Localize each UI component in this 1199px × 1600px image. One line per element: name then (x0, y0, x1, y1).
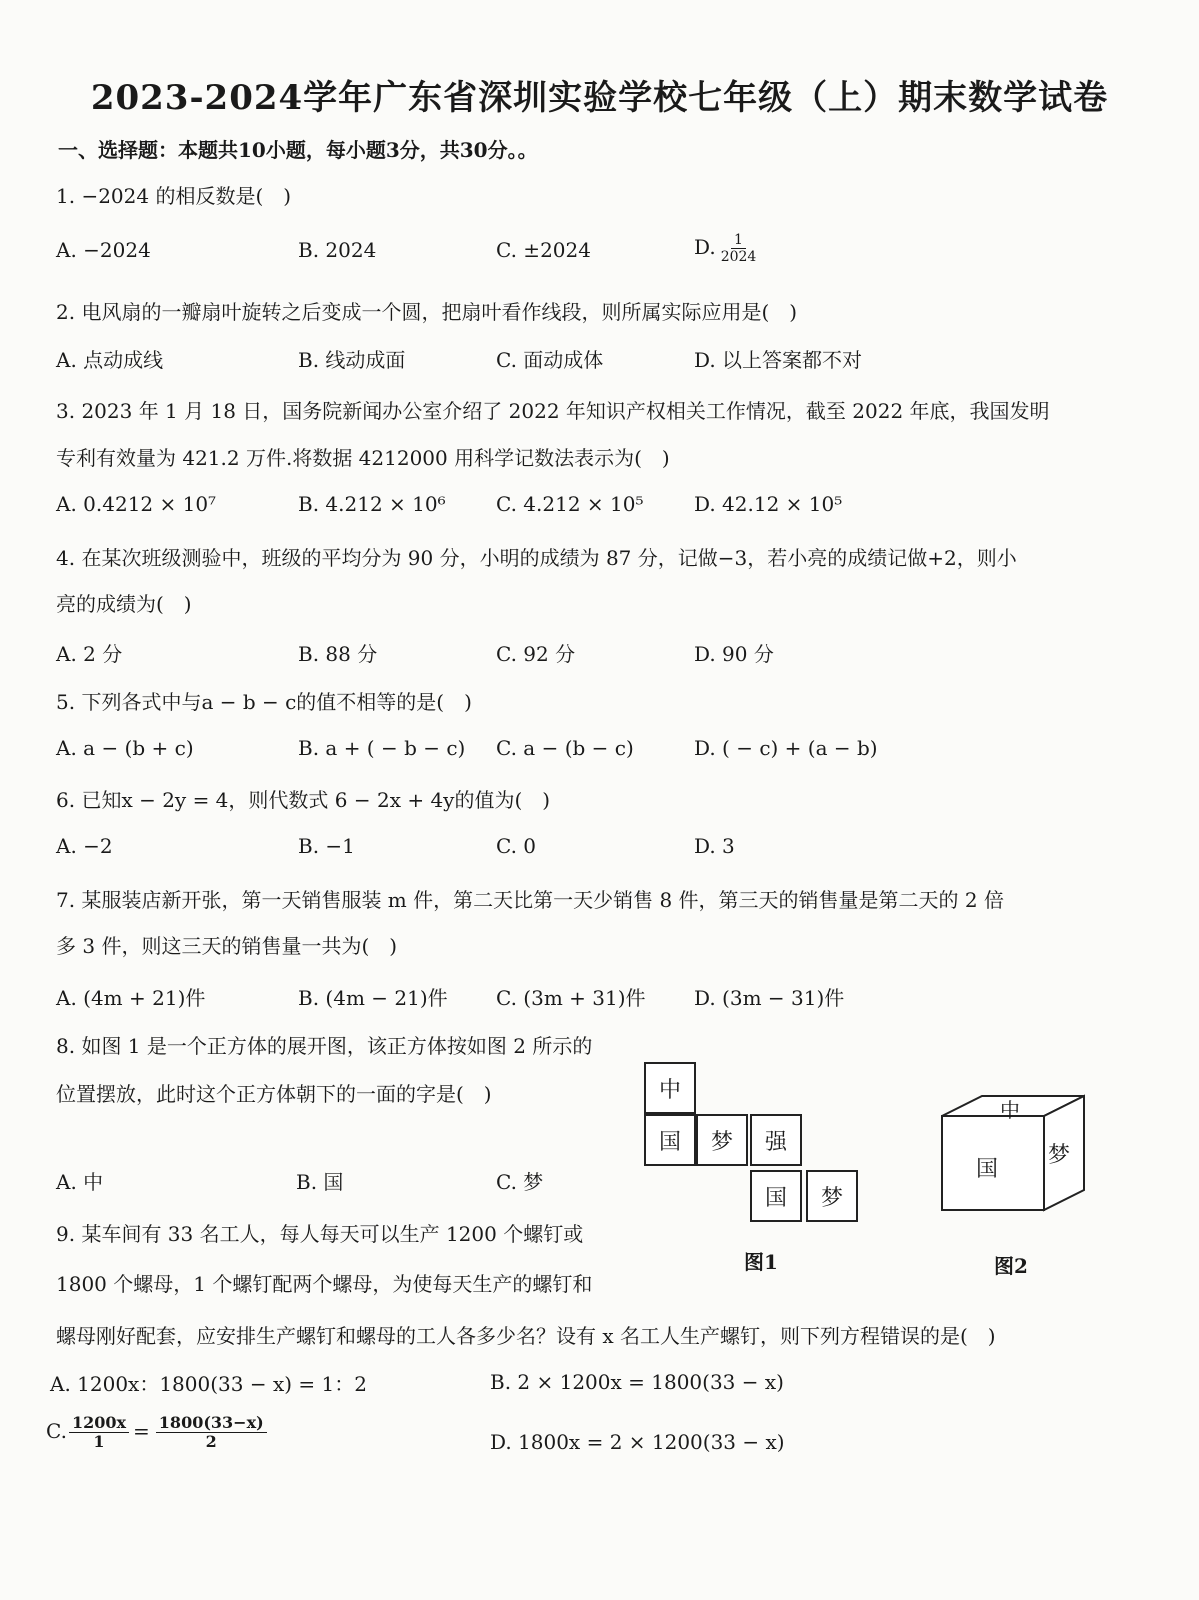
net-cell-4: 强 (750, 1114, 802, 1166)
q7-option-a: A. (4m + 21)件 (56, 986, 206, 1010)
q5-option-a: A. a − (b + c) (56, 736, 194, 760)
q9-option-d: D. 1800x = 2 × 1200(33 − x) (490, 1430, 785, 1454)
fraction-denominator: 2 (205, 1432, 217, 1451)
figure-1-label: 图1 (744, 1250, 778, 1274)
q5-option-d: D. ( − c) + (a − b) (694, 736, 878, 760)
q6-option-c: C. 0 (496, 834, 537, 858)
q9-option-c-left-fraction (69, 1414, 129, 1451)
q2-option-b: B. 线动成面 (298, 348, 406, 372)
net-cell-3: 梦 (696, 1114, 748, 1166)
q1-option-b: B. 2024 (298, 238, 377, 262)
q8-option-a: A. 中 (56, 1170, 104, 1194)
q9-option-b: B. 2 × 1200x = 1800(33 − x) (490, 1370, 784, 1394)
question-5-stem: 5. 下列各式中与a − b − c的值不相等的是( ) (56, 690, 472, 714)
net-cell-2: 国 (644, 1114, 696, 1166)
cube-front-face: 国 (976, 1157, 999, 1182)
q9-option-c (46, 1414, 267, 1451)
q6-option-b: B. −1 (298, 834, 355, 858)
net-cell-5: 国 (750, 1170, 802, 1222)
q3-option-a: A. 0.4212 × 10⁷ (56, 492, 217, 516)
q1-option-a: A. −2024 (56, 238, 151, 262)
question-7-stem-line2: 多 3 件，则这三天的销售量一共为( ) (56, 934, 398, 958)
q3-option-b: B. 4.212 × 10⁶ (298, 492, 446, 516)
question-9-stem-line2: 1800 个螺母，1 个螺钉配两个螺母，为使每天生产的螺钉和 (56, 1272, 593, 1296)
q4-option-a: A. 2 分 (56, 642, 123, 666)
q9-option-c-label: C. (46, 1419, 67, 1443)
question-8-stem-line1: 8. 如图 1 是一个正方体的展开图，该正方体按如图 2 所示的 (56, 1034, 593, 1058)
q1-option-d-label: D. (694, 235, 716, 259)
net-cell-1: 中 (644, 1062, 696, 1114)
question-1-stem: 1. −2024 的相反数是( ) (56, 184, 292, 208)
q5-option-c: C. a − (b − c) (496, 736, 634, 760)
q4-option-c: C. 92 分 (496, 642, 576, 666)
figure-2-label: 图2 (994, 1254, 1028, 1278)
q3-option-c: C. 4.212 × 10⁵ (496, 492, 644, 516)
q7-option-c: C. (3m + 31)件 (496, 986, 646, 1010)
question-6-stem: 6. 已知x − 2y = 4，则代数式 6 − 2x + 4y的值为( ) (56, 788, 551, 812)
q4-option-d: D. 90 分 (694, 642, 774, 666)
q7-option-b: B. (4m − 21)件 (298, 986, 448, 1010)
q4-option-b: B. 88 分 (298, 642, 378, 666)
q3-option-d: D. 42.12 × 10⁵ (694, 492, 843, 516)
page-title: 2023-2024学年广东省深圳实验学校七年级（上）期末数学试卷 (90, 78, 1109, 118)
q5-option-b: B. a + ( − b − c) (298, 736, 466, 760)
question-4-stem-line1: 4. 在某次班级测验中，班级的平均分为 90 分，小明的成绩为 87 分，记做−3，若小亮的成绩记做+2，则小 (56, 546, 1017, 570)
question-9-stem-line3: 螺母刚好配套，应安排生产螺钉和螺母的工人各多少名？设有 x 名工人生产螺钉，则下列方程错误的是( ) (56, 1324, 996, 1348)
q9-option-a: A. 1200x：1800(33 − x) = 1：2 (50, 1372, 367, 1396)
question-9-stem-line1: 9. 某车间有 33 名工人，每人每天可以生产 1200 个螺钉或 (56, 1222, 584, 1246)
section-heading: 一、选择题：本题共10小题，每小题3分，共30分。。 (58, 138, 538, 162)
cube-side-face: 梦 (1048, 1143, 1071, 1168)
q2-option-d: D. 以上答案都不对 (694, 348, 863, 372)
question-8-stem-line2: 位置摆放，此时这个正方体朝下的一面的字是( ) (56, 1082, 492, 1106)
question-4-stem-line2: 亮的成绩为( ) (56, 592, 192, 616)
fraction-numerator: 1200x (69, 1414, 129, 1433)
q1-option-d (694, 232, 759, 265)
question-3-stem-line2: 专利有效量为 421.2 万件.将数据 4212000 用科学记数法表示为( ) (56, 446, 670, 470)
net-cell-6: 梦 (806, 1170, 858, 1222)
equals-sign: = (133, 1419, 150, 1443)
q9-option-c-right-fraction (156, 1414, 267, 1451)
q1-option-c: C. ±2024 (496, 238, 591, 262)
q6-option-a: A. −2 (56, 834, 113, 858)
question-3-stem-line1: 3. 2023 年 1 月 18 日，国务院新闻办公室介绍了 2022 年知识产权相关工作情况，截至 2022 年底，我国发明 (56, 399, 1050, 423)
question-2-stem: 2. 电风扇的一瓣扇叶旋转之后变成一个圆，把扇叶看作线段，则所属实际应用是( ) (56, 300, 798, 324)
cube-top-face: 中 (1000, 1098, 1020, 1122)
q1-option-d-fraction (718, 232, 760, 265)
q2-option-a: A. 点动成线 (56, 348, 164, 372)
q2-option-c: C. 面动成体 (496, 348, 604, 372)
question-7-stem-line1: 7. 某服装店新开张，第一天销售服装 m 件，第二天比第一天少销售 8 件，第三天的销售量是第二天的 2 倍 (56, 888, 1004, 912)
fraction-denominator: 2024 (720, 249, 757, 265)
fraction-denominator: 1 (93, 1432, 105, 1451)
q8-option-b: B. 国 (296, 1170, 344, 1194)
q8-option-c: C. 梦 (496, 1170, 544, 1194)
fraction-numerator: 1800(33−x) (156, 1414, 267, 1433)
fraction-numerator: 1 (731, 232, 746, 249)
q6-option-d: D. 3 (694, 834, 735, 858)
q7-option-d: D. (3m − 31)件 (694, 986, 845, 1010)
